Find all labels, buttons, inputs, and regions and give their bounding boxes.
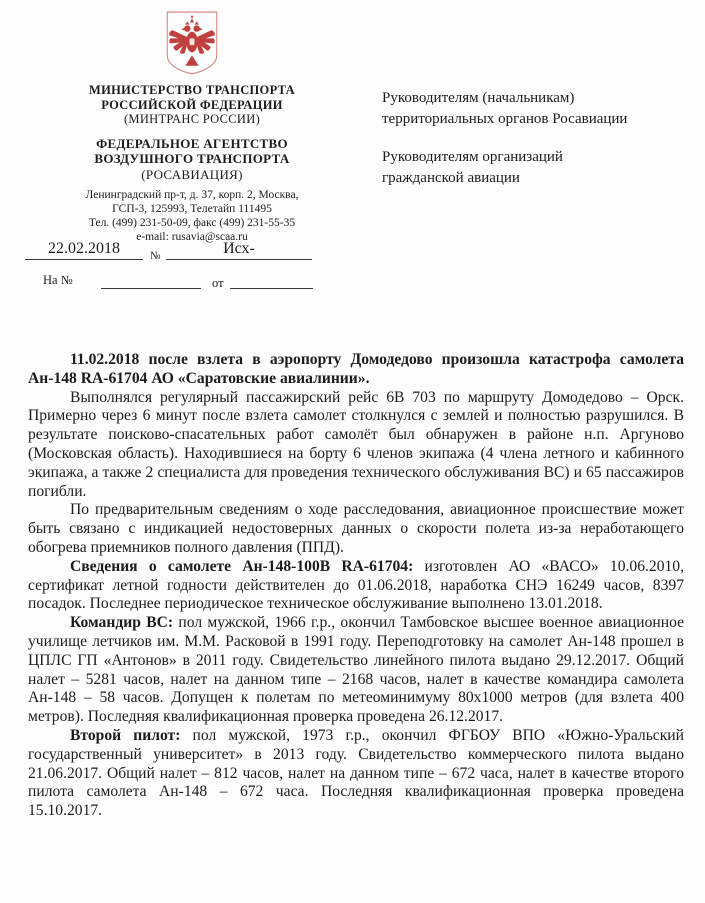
paragraph-preliminary-cause: По предварительным сведениям о ходе расследования, авиационное происшествие может быть связано с индикацией недостоверных данных о скорости полета из-за неработающего обогрева приемников полного давления (ППД). [28,501,684,556]
paragraph-accident-summary: 11.02.2018 после взлета в аэропорту Домодедово произошла катастрофа самолета Ан-148 RA-61704 АО «Саратовские авиалинии». [28,351,684,387]
paragraph-aircraft-info: Сведения о самолете Ан-148-100В RA-61704: изготовлен АО «ВАСО» 10.06.2010, сертификат летной годности действителен до 01.06.2018, наработка СНЭ 16249 часов, 8397 посадок. Последнее периодическое техническое обслуживание выполнено 13.01.2018. [28,557,684,613]
address-line-1: Ленинградский пр-т, д. 37, корп. 2, Москва, [85,189,299,201]
recipients-block [382,88,682,189]
address-line-3: Тел. (499) 231-50-09, факс (499) 231-55-35 [88,217,296,229]
address-line-4: e-mail: rusavia@scaa.ru [136,231,248,243]
number-sign-label: № [150,250,161,262]
agency-name [18,136,366,183]
agency-line-1: ФЕДЕРАЛЬНОЕ АГЕНТСТВО [96,135,288,151]
from-blank-line [230,273,313,289]
letter-body [28,351,684,821]
outgoing-number-field: Исх- [166,240,312,260]
recipient-1-line-1: Руководителям (начальникам) [382,90,575,106]
paragraph-copilot-info: Второй пилот: пол мужской, 1973 г.р., окончил ФГБОУ ВПО «Южно-Уральский государственный университет» в 2013 году. Свидетельство коммерческого пилота выдано 21.06.2017. Общий налет – 812 часов, налет на данном типе – 672 часа, налет в качестве второго пилота самолета Ан-148 – 672 часа. Последняя квалификационная проверка проведена 15.10.2017. [28,726,684,820]
agency-short-name: (РОСАВИАЦИЯ) [141,166,243,182]
ministry-line-2: РОССИЙСКОЙ ФЕДЕРАЦИИ [101,97,283,112]
address-line-2: ГСП-3, 125993, Телетайп 111495 [112,203,272,215]
recipient-2-line-1: Руководителям организаций [382,149,563,165]
recipient-group-2 [382,147,682,189]
ministry-line-1: МИНИСТЕРСТВО ТРАНСПОРТА [88,83,296,97]
ministry-name [18,83,366,127]
letterhead [18,10,366,244]
russian-coat-of-arms-icon [163,10,221,76]
paragraph-captain-info: Командир ВС: пол мужской, 1966 г.р., окончил Тамбовское высшее военное авиационное училище летчиков им. М.М. Расковой в 1991 году. Переподготовку на самолет Ан-148 прошел в ЦПЛС ГП «Антонов» в 2011 году. Свидетельство линейного пилота выдано 29.12.2017. Общий налет – 5281 часов, налет на данном типе – 2168 часов, налет в качестве командира самолета Ан-148 – 58 часов. Допущен к полетам по метеоминимуму 80х1000 метров (для взлета 400 метров). Последняя квалификационная проверка проведена 26.12.2017. [28,614,684,726]
on-number-blank-line [101,273,201,289]
recipient-1-line-2: территориальных органов Росавиации [382,111,628,127]
on-number-label: На № [43,273,73,287]
paragraph-flight-details: Выполнялся регулярный пассажирский рейс 6В 703 по маршруту Домодедово – Орск. Примерно через 6 минут после взлета самолет столкнулся с землей и полностью разрушился. В результате поисково-спасательных работ самолёт был обнаружен в районе н.п. Аргуново (Московская область). Находившиеся на борту 6 членов экипажа (4 члена летного и кабинного экипажа, а также 2 специалиста для проведения технического обслуживания ВС) и 65 пассажиров погибли. [28,388,684,500]
from-label: от [212,276,224,290]
letter-date: 22.02.2018 [25,240,143,260]
ministry-short-name: (МИНТРАНС РОССИИ) [123,112,261,126]
agency-line-2: ВОЗДУШНОГО ТРАНСПОРТА [94,151,290,166]
agency-address [18,188,366,244]
recipient-2-line-2: гражданской авиации [382,170,520,186]
recipient-group-1 [382,88,682,130]
